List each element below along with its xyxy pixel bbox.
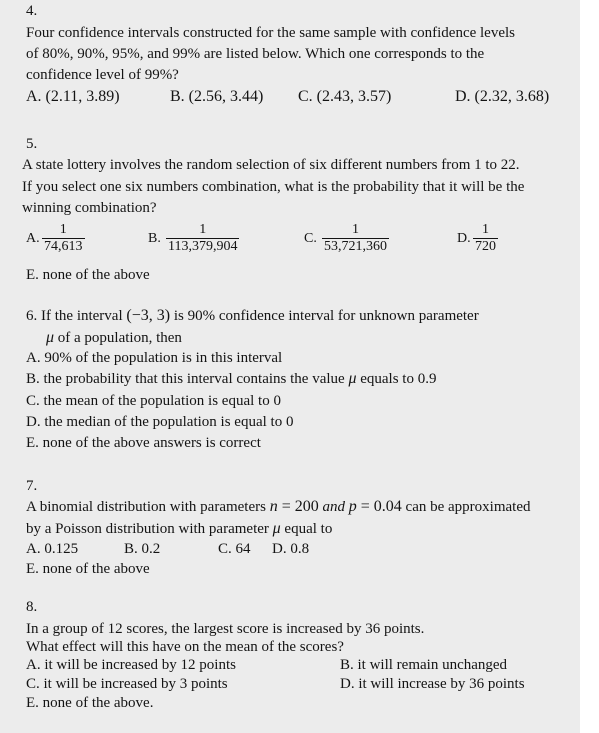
question-text: A binomial distribution with parameters xyxy=(26,499,266,515)
option-b xyxy=(26,370,436,388)
option-text: equals to 0.9 xyxy=(360,371,437,387)
option-d-fraction xyxy=(473,222,498,255)
question-text-line: winning combination? xyxy=(22,200,157,216)
option-c-fraction xyxy=(322,222,389,255)
interval-expression: (−3, 3) xyxy=(126,307,171,324)
question-text-line xyxy=(26,498,530,516)
question-text-line: What effect will this have on the mean of the scores? xyxy=(26,639,344,655)
option-c: C. it will be increased by 3 points xyxy=(26,676,228,692)
fraction-denominator: 53,721,360 xyxy=(324,239,387,254)
fraction-numerator: 1 xyxy=(199,222,207,237)
n-value: = 200 xyxy=(277,498,319,515)
question-number: 7. xyxy=(26,478,38,494)
question-text: 6. If the interval xyxy=(26,308,123,324)
question-text-line: If you select one six numbers combination, what is the probability that it will be the xyxy=(22,179,525,195)
option-d-label: D. xyxy=(457,231,471,246)
option-b: B. (2.56, 3.44) xyxy=(170,88,264,105)
fraction-denominator: 113,379,904 xyxy=(168,239,238,254)
option-c-label: C. xyxy=(304,231,317,246)
question-text: can be approximated xyxy=(405,499,531,515)
option-b-label: B. xyxy=(148,231,161,246)
question-text-line: of 80%, 90%, 95%, and 99% are listed below. Which one corresponds to the xyxy=(26,46,485,62)
question-text: equal to xyxy=(284,521,333,537)
question-text: of a population, then xyxy=(57,330,182,346)
option-b-fraction xyxy=(166,222,239,255)
question-text-line: In a group of 12 scores, the largest score is increased by 36 points. xyxy=(26,621,425,637)
question-text-line: Four confidence intervals constructed for the same sample with confidence levels xyxy=(26,25,515,41)
question-text-line: A state lottery involves the random selection of six different numbers from 1 to 22. xyxy=(22,157,520,173)
question-text: is 90% confidence interval for unknown parameter xyxy=(173,308,479,324)
question-text-line xyxy=(46,329,182,347)
option-text: B. the probability that this interval contains the value xyxy=(26,371,345,387)
mu-symbol: μ xyxy=(46,329,55,346)
mu-symbol: μ xyxy=(348,370,357,387)
n-variable: n xyxy=(269,498,278,515)
option-e: E. none of the above xyxy=(26,267,150,283)
option-c: C. (2.43, 3.57) xyxy=(298,88,392,105)
option-a: A. 0.125 xyxy=(26,541,79,557)
option-d: D. (2.32, 3.68) xyxy=(455,88,550,105)
mu-symbol: μ xyxy=(272,520,281,537)
question-number: 8. xyxy=(26,599,38,615)
option-a: A. (2.11, 3.89) xyxy=(26,88,120,105)
fraction-denominator: 720 xyxy=(475,239,496,254)
question-number: 4. xyxy=(26,3,38,19)
option-a-fraction xyxy=(42,222,85,255)
option-c: C. 64 xyxy=(218,541,251,557)
option-d: D. it will increase by 36 points xyxy=(340,676,525,692)
fraction-numerator: 1 xyxy=(482,222,489,237)
and-word: and xyxy=(322,499,345,515)
option-e: E. none of the above xyxy=(26,561,150,577)
question-text-line: confidence level of 99%? xyxy=(26,67,179,83)
option-e: E. none of the above answers is correct xyxy=(26,435,261,451)
question-text: by a Poisson distribution with parameter xyxy=(26,521,269,537)
question-number: 5. xyxy=(26,136,38,152)
option-c: C. the mean of the population is equal to 0 xyxy=(26,393,281,409)
option-a: A. 90% of the population is in this interval xyxy=(26,350,283,366)
question-text-line xyxy=(26,520,332,538)
p-variable: p xyxy=(348,498,357,515)
fraction-denominator: 74,613 xyxy=(44,239,83,254)
option-d: D. the median of the population is equal to 0 xyxy=(26,414,294,430)
option-e: E. none of the above. xyxy=(26,695,154,711)
option-b: B. it will remain unchanged xyxy=(340,657,508,673)
fraction-numerator: 1 xyxy=(59,222,67,237)
option-a-label: A. xyxy=(26,231,40,246)
option-b: B. 0.2 xyxy=(124,541,161,557)
option-a: A. it will be increased by 12 points xyxy=(26,657,236,673)
fraction-numerator: 1 xyxy=(352,222,359,237)
question-text-line xyxy=(26,307,479,325)
p-value: = 0.04 xyxy=(356,498,402,515)
option-d: D. 0.8 xyxy=(272,541,310,557)
